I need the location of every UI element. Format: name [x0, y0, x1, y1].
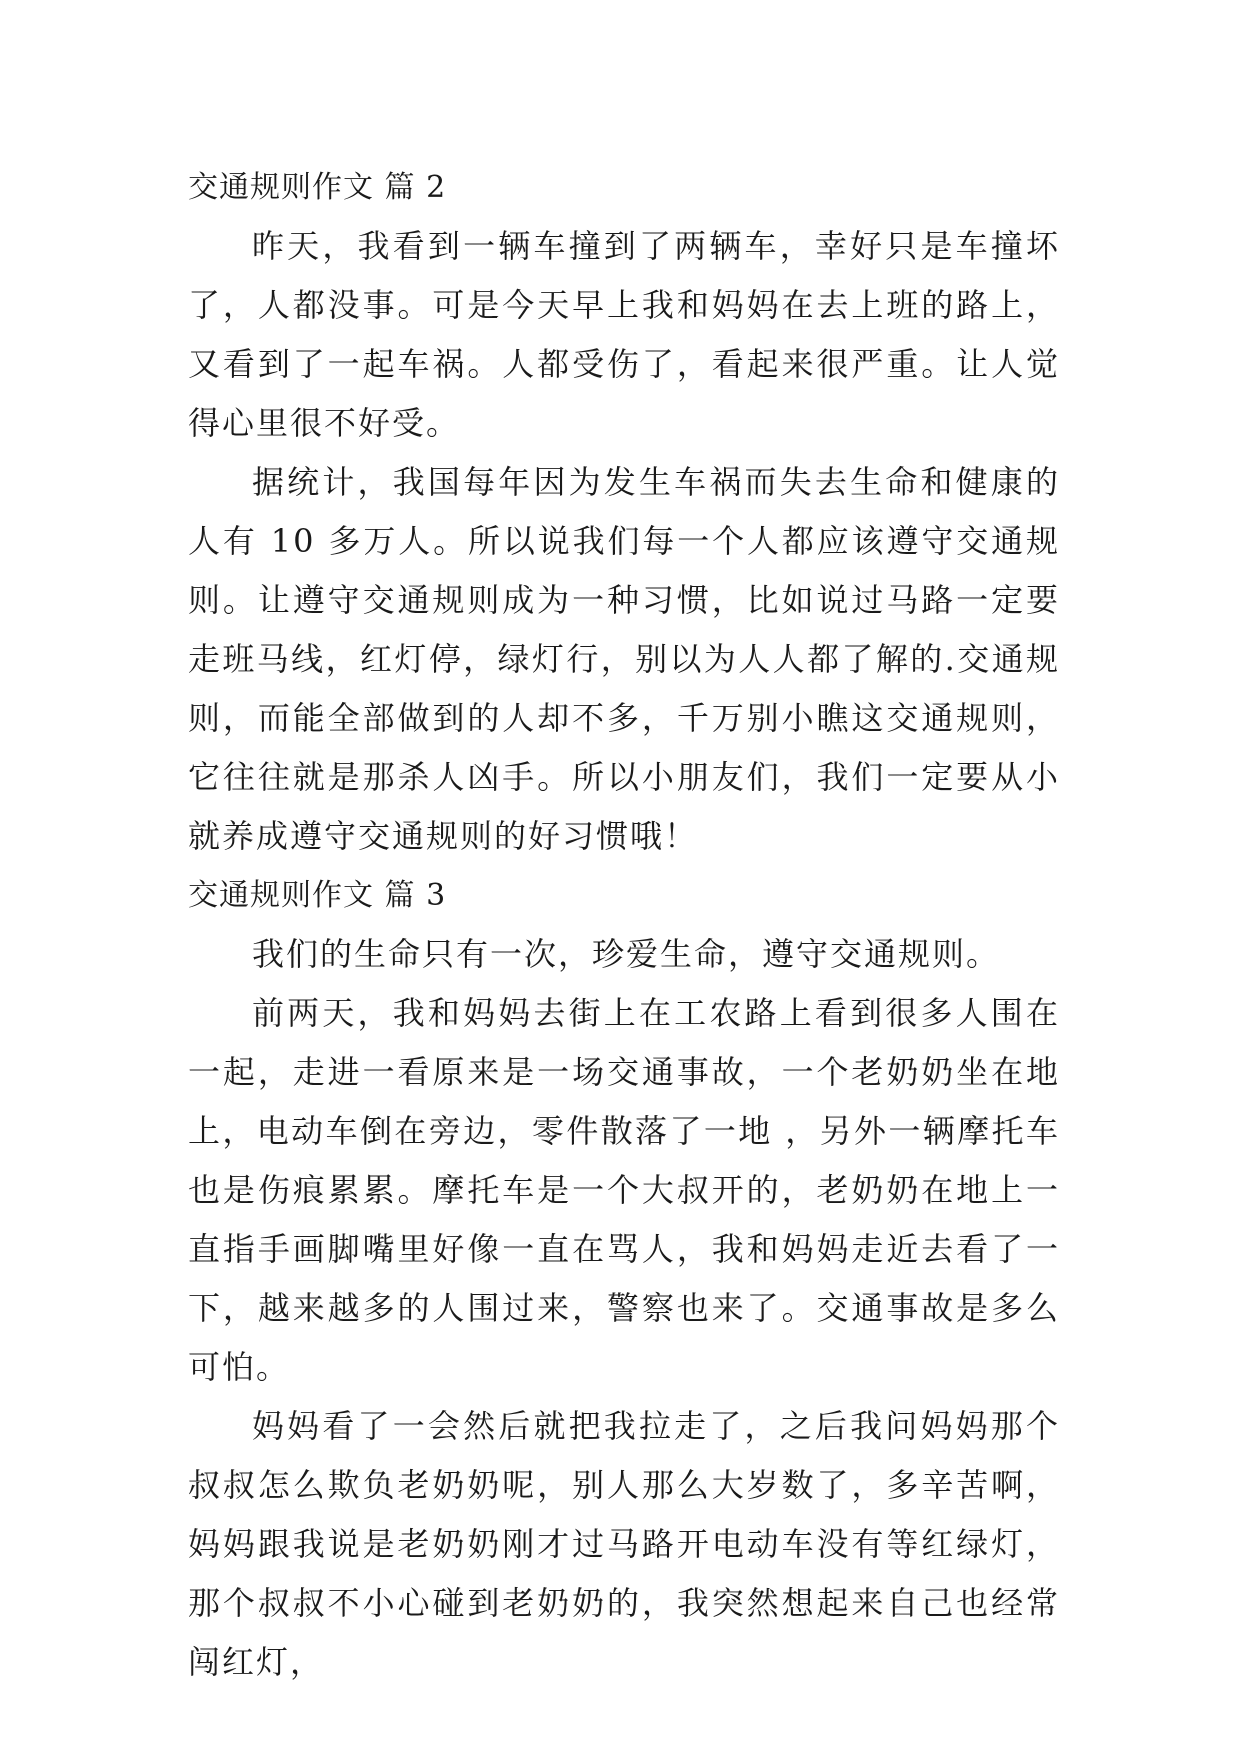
paragraph: 据统计，我国每年因为发生车祸而失去生命和健康的人有 10 多万人。所以说我们每一个人都应该遵守交通规则。让遵守交通规则成为一种习惯，比如说过马路一定要走班马线，红灯停，绿灯行，别以为人人都了解的.交通规则，而能全部做到的人却不多，千万别小瞧这交通规则，它往往就是那杀人凶手。所以小朋友们，我们一定要从小就养成遵守交通规则的好习惯哦！: [188, 463, 1060, 855]
document-body: [188, 158, 1060, 1692]
paragraph: 昨天，我看到一辆车撞到了两辆车，幸好只是车撞坏了，人都没事。可是今天早上我和妈妈在去上班的路上，又看到了一起车祸。人都受伤了，看起来很严重。让人觉得心里很不好受。: [188, 227, 1060, 442]
paragraph: 我们的生命只有一次，珍爱生命，遵守交通规则。: [252, 935, 1001, 973]
paragraph: 妈妈看了一会然后就把我拉走了，之后我问妈妈那个叔叔怎么欺负老奶奶呢，别人那么大岁数了，多辛苦啊，妈妈跟我说是老奶奶刚才过马路开电动车没有等红绿灯，那个叔叔不小心碰到老奶奶的，我突然想起来自己也经常闯红灯，: [188, 1407, 1060, 1681]
section-title-3: 交通规则作文 篇 3: [188, 878, 447, 913]
section-title-2: 交通规则作文 篇 2: [188, 170, 447, 205]
paragraph: 前两天，我和妈妈去街上在工农路上看到很多人围在一起，走进一看原来是一场交通事故，一个老奶奶坐在地上，电动车倒在旁边，零件散落了一地 ，另外一辆摩托车也是伤痕累累。摩托车是一个大叔开的，老奶奶在地上一直指手画脚嘴里好像一直在骂人，我和妈妈走近去看了一下，越来越多的人围过来，警察也来了。交通事故是多么可怕。: [188, 994, 1060, 1386]
